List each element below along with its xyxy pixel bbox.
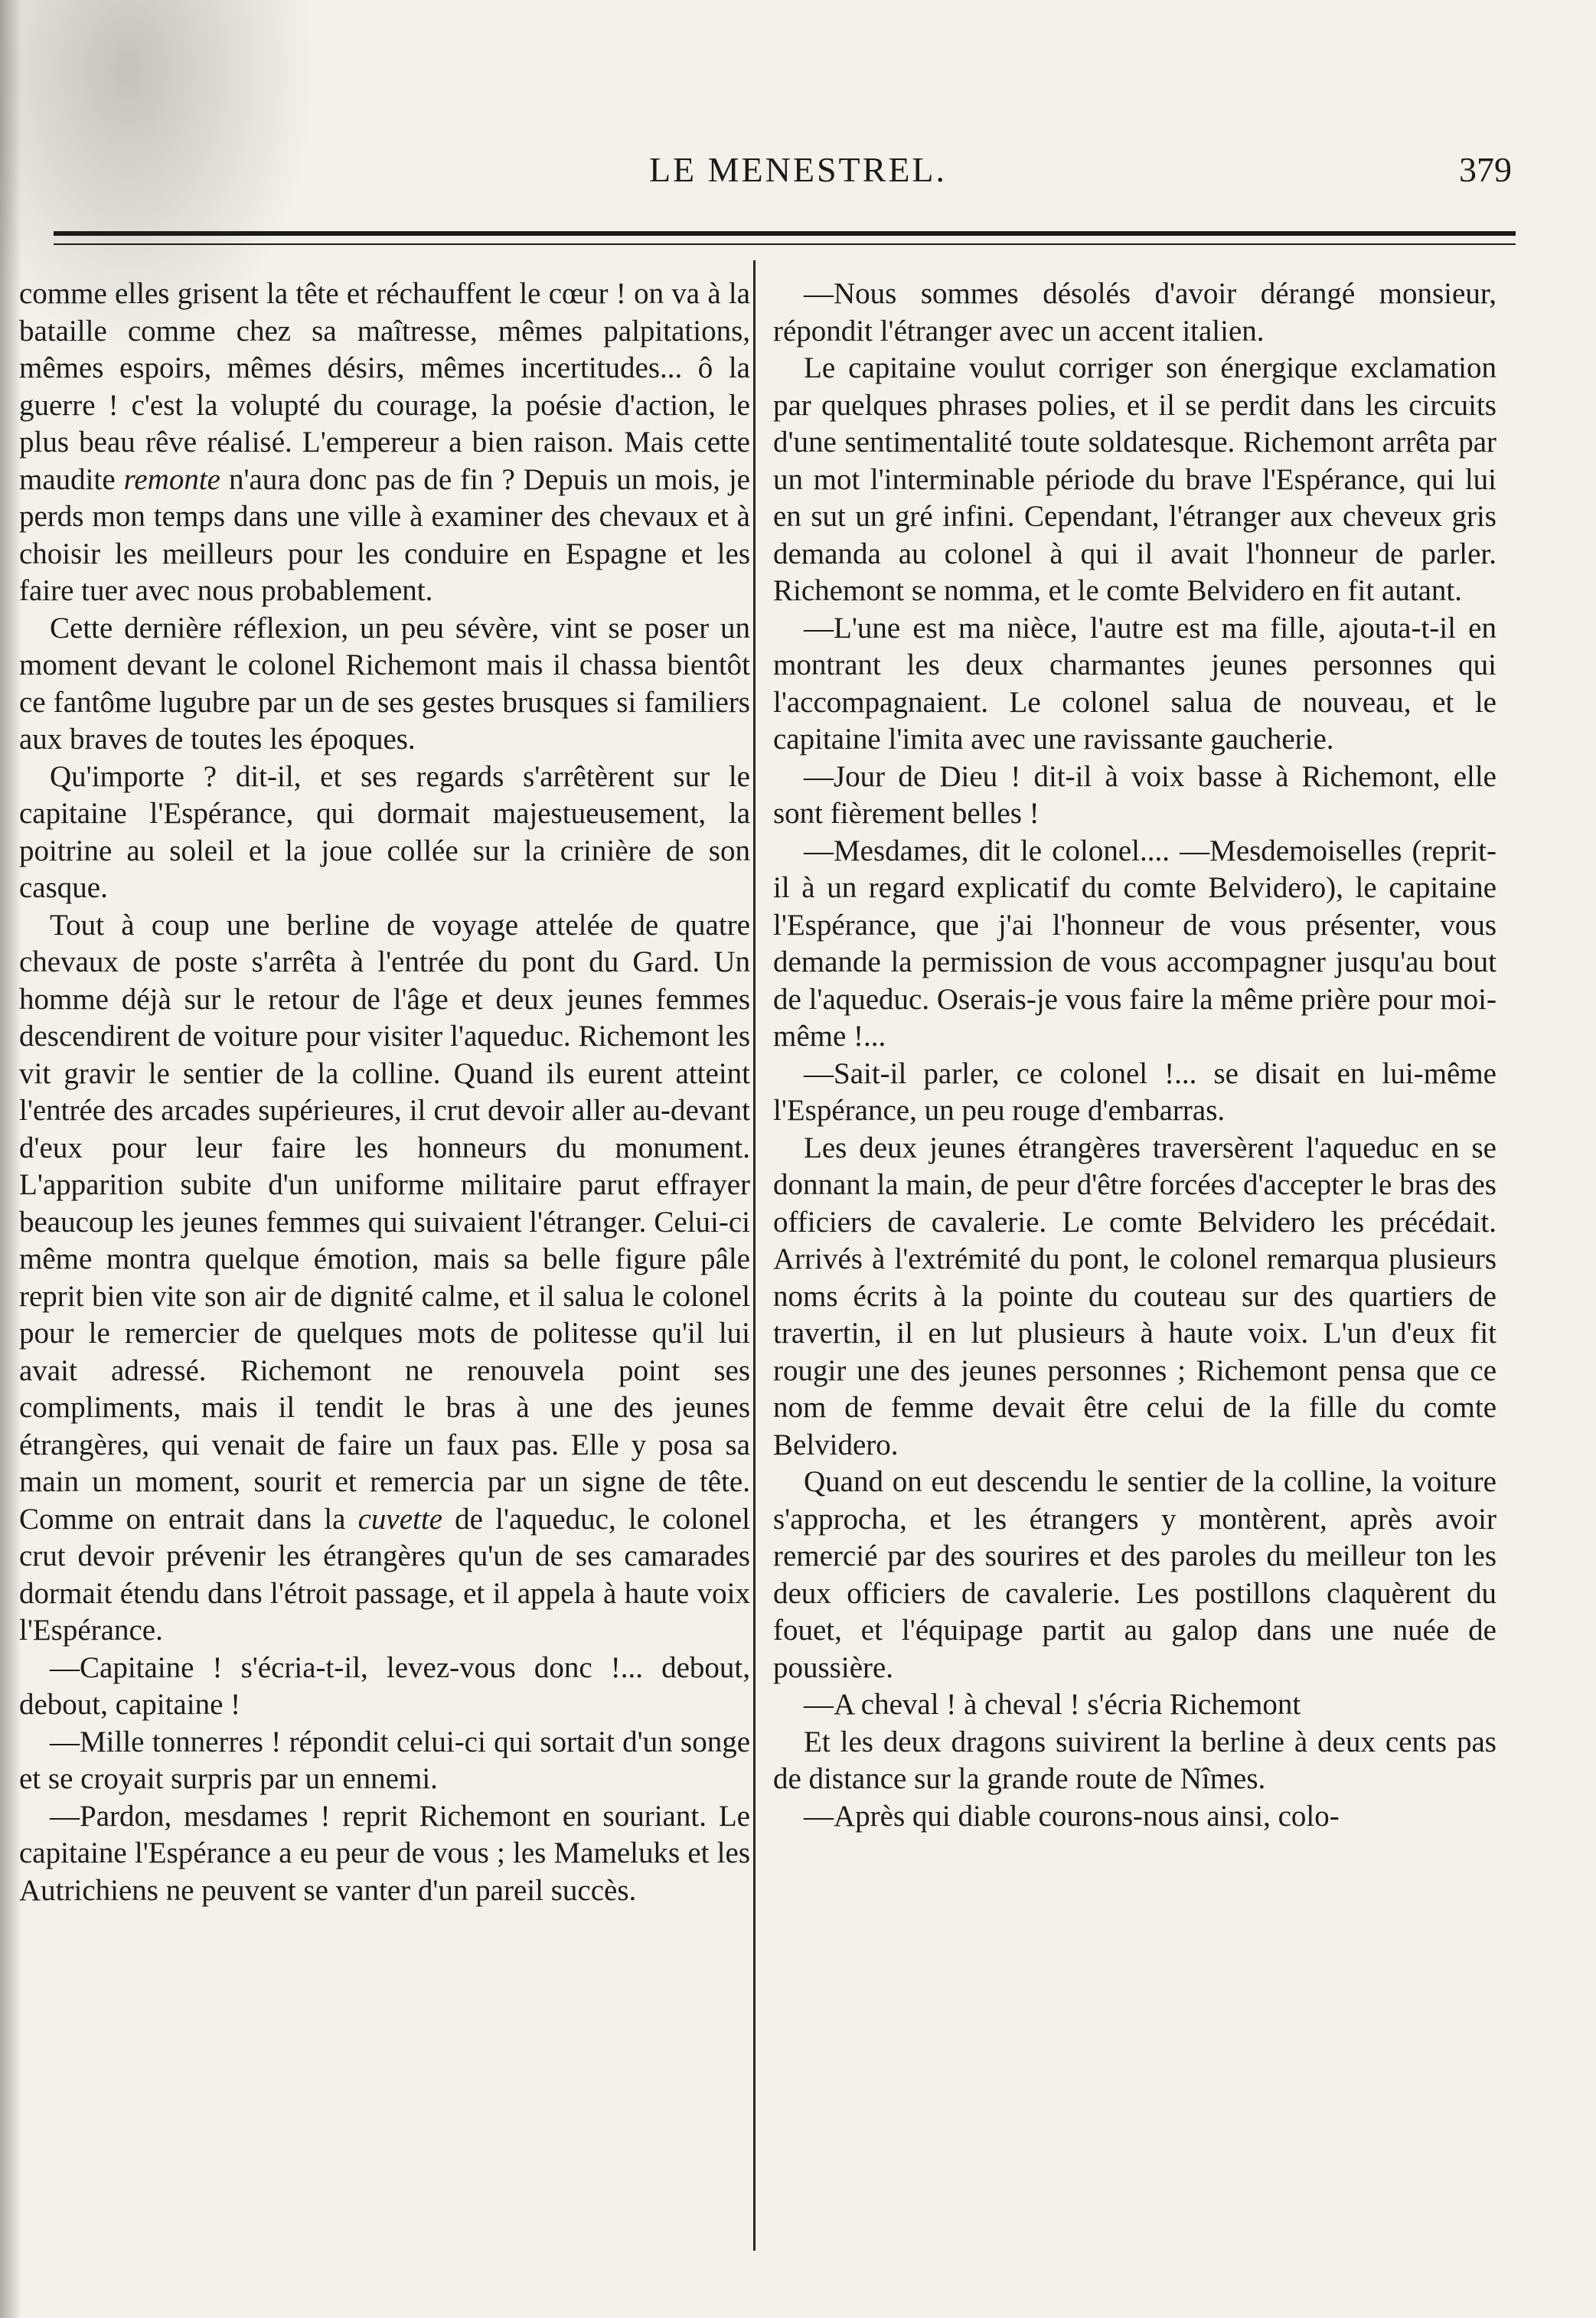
right-paragraph-5: —Mesdames, dit le colonel.... —Mesdemoiselles (reprit-il à un regard explicatif du comte Belvidero), le capitaine l'Espérance, que j'ai l'honneur de vous présenter, vous demande la permission de vous accompagner jusqu'au bout de l'aqueduc. Oserais-je vous faire la même prière pour moi-même !... <box>773 834 1496 1053</box>
page-header <box>0 149 1596 203</box>
right-column <box>773 276 1496 1835</box>
column-divider <box>753 260 756 2251</box>
left-column <box>19 276 750 1909</box>
right-paragraph-11: —Après qui diable courons-nous ainsi, colo- <box>804 1799 1340 1833</box>
left-paragraph-4: Tout à coup une berline de voyage attelée de quatre chevaux de poste s'arrêta à l'entrée du pont du Gard. Un homme déjà sur le retour de l'âge et deux jeunes femmes descendirent de voiture pour visiter l'aqueduc. Richemont les vit gravir le sentier de la colline. Quand ils eurent atteint l'entrée des arcades supérieures, il crut devoir aller au-devant d'eux pour leur faire les honneurs du monument. L'apparition subite d'un uniforme militaire parut effrayer beaucoup les jeunes femmes qui suivaient l'étranger. Celui-ci même montra quelque émotion, mais sa belle figure pâle reprit bien vite son air de dignité calme, et il salua le colonel pour le remercier de quelques mots de politesse qu'il lui avait adressé. Richemont ne renouvela point ses compliments, mais il tendit le bras à une des jeunes étrangères, qui venait de faire un faux pas. Elle y posa sa main un moment, sourit et remercia par un signe de tête. Comme on entrait dans la cuvette de l'aqueduc, le colonel crut devoir prévenir les étrangères qu'un de ses camarades dormait étendu dans l'étroit passage, et il appela à haute voix l'Espérance. <box>19 908 750 1647</box>
right-paragraph-9: —A cheval ! à cheval ! s'écria Richemont <box>804 1688 1301 1721</box>
left-paragraph-3: Qu'importe ? dit-il, et ses regards s'arrêtèrent sur le capitaine l'Espérance, qui dormait majestueusement, la poitrine au soleil et la joue collée sur la crinière de son casque. <box>19 759 750 904</box>
right-paragraph-1: —Nous sommes désolés d'avoir dérangé monsieur, répondit l'étranger avec un accent italien. <box>773 277 1496 348</box>
right-paragraph-8: Quand on eut descendu le sentier de la colline, la voiture s'approcha, et les étrangers y montèrent, après avoir remercié par des sourires et des paroles du meilleur ton les deux officiers de cavalerie. Les postillons claquèrent du fouet, et l'équipage partit au galop dans une nuée de poussière. <box>773 1465 1496 1684</box>
right-paragraph-4: —Jour de Dieu ! dit-il à voix basse à Richemont, elle sont fièrement belles ! <box>773 759 1496 830</box>
right-paragraph-3: —L'une est ma nièce, l'autre est ma fille, ajouta-t-il en montrant les deux charmantes jeunes personnes qui l'accompagnaient. Le colonel salua de nouveau, et le capitaine l'imita avec une ravissante gaucherie. <box>773 611 1496 756</box>
right-paragraph-7: Les deux jeunes étrangères traversèrent l'aqueduc en se donnant la main, de peur d'être forcées d'accepter le bras des officiers de cavalerie. Le comte Belvidero les précédait. Arrivés à l'extrémité du pont, le colonel remarqua plusieurs noms écrits à la pointe du couteau sur des quartiers de travertin, il en lut plusieurs à haute voix. L'un d'eux fit rougir une des jeunes personnes ; Richemont pensa que ce nom de femme devait être celui de la fille du comte Belvidero. <box>773 1131 1496 1461</box>
page-number: 379 <box>1459 150 1512 189</box>
left-paragraph-7: —Pardon, mesdames ! reprit Richemont en souriant. Le capitaine l'Espérance a eu peur de vous ; les Mameluks et les Autrichiens ne peuvent se vanter d'un pareil succès. <box>19 1799 750 1907</box>
left-paragraph-2: Cette dernière réflexion, un peu sévère, vint se poser un moment devant le colonel Richemont mais il chassa bientôt ce fantôme lugubre par un de ses gestes brusques si familiers aux braves de toutes les époques. <box>19 611 750 756</box>
right-paragraph-6: —Sait-il parler, ce colonel !... se disait en lui-même l'Espérance, un peu rouge d'embarras. <box>773 1056 1496 1127</box>
left-paragraph-6: —Mille tonnerres ! répondit celui-ci qui sortait d'un songe et se croyait surpris par un ennemi. <box>19 1725 750 1795</box>
header-rule-thick <box>54 231 1516 236</box>
left-paragraph-1: comme elles grisent la tête et réchauffent le cœur ! on va à la bataille comme chez sa maîtresse, mêmes palpitations, mêmes espoirs, mêmes désirs, mêmes incertitudes... ô la guerre ! c'est la volupté du courage, la poésie d'action, le plus beau rêve réalisé. L'empereur a bien raison. Mais cette maudite remonte n'aura donc pas de fin ? Depuis un mois, je perds mon temps dans une ville à examiner des chevaux et à choisir les meilleurs pour les conduire en Espagne et les faire tuer avec nous probablement. <box>19 277 750 607</box>
right-paragraph-2: Le capitaine voulut corriger son énergique exclamation par quelques phrases polies, et il se perdit dans les circuits d'une sentimentalité toute soldatesque. Richemont arrêta par un mot l'interminable période du brave l'Espérance, qui lui en sut un gré infini. Cependant, l'étranger aux cheveux gris demanda au colonel à qui il avait l'honneur de parler. Richemont se nomma, et le comte Belvidero en fit autant. <box>773 351 1496 607</box>
journal-title: LE MENESTREL. <box>648 150 948 189</box>
header-rule-thin <box>54 243 1516 245</box>
left-paragraph-5: —Capitaine ! s'écria-t-il, levez-vous donc !... debout, debout, capitaine ! <box>19 1650 750 1721</box>
right-paragraph-10: Et les deux dragons suivirent la berline à deux cents pas de distance sur la grande route de Nîmes. <box>773 1725 1496 1795</box>
